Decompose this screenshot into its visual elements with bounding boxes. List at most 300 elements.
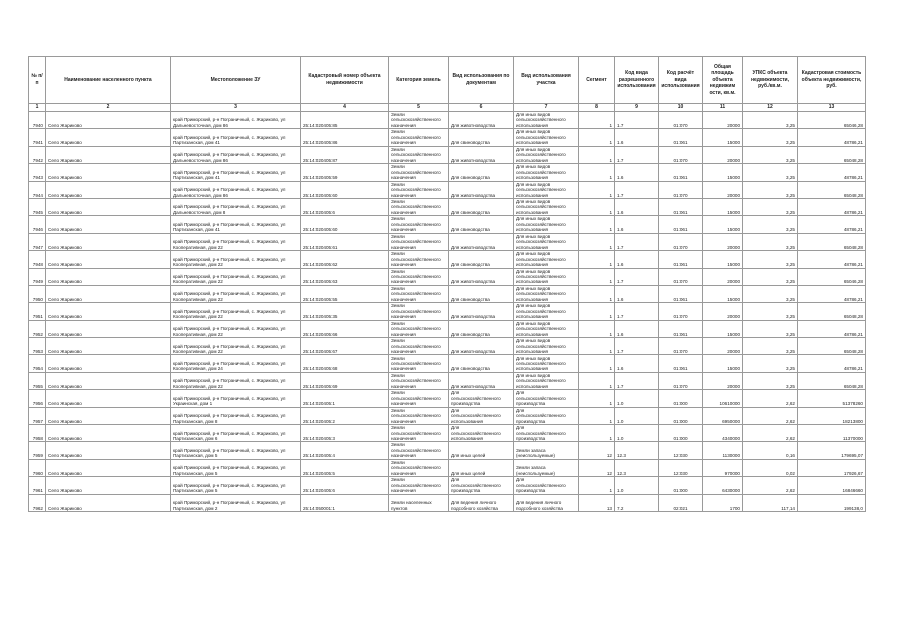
location-cell-line: край Приморский, р-н Пограничный, с. Жариково, ул bbox=[173, 204, 286, 210]
documented-use-cell-line: Для животноводства bbox=[451, 314, 496, 320]
documented-use-cell-line: подсобного хозяйства bbox=[451, 505, 498, 511]
row-number-cell: 7952 bbox=[29, 320, 46, 337]
land-category-cell bbox=[389, 355, 449, 372]
permitted-use-code-cell: 1.6 bbox=[615, 355, 659, 372]
land-category-cell-line: сельскохозяйственного bbox=[391, 413, 441, 419]
cadastral-value-cell: 48786,21 bbox=[798, 320, 866, 337]
segment-cell: 1 bbox=[579, 390, 615, 407]
plot-use-cell-line: Для иных видов bbox=[516, 112, 551, 118]
cadastral-number-cell: 25:14:020405:66 bbox=[301, 320, 389, 337]
column-number: 10 bbox=[659, 104, 703, 112]
plot-use-cell bbox=[514, 146, 579, 163]
table-row bbox=[29, 355, 866, 372]
calculated-use-code-cell: 12:030 bbox=[659, 459, 703, 476]
plot-use-cell bbox=[514, 285, 579, 302]
documented-use-cell bbox=[449, 320, 514, 337]
plot-use-cell-line: Для иных видов bbox=[516, 216, 551, 222]
documented-use-cell-line: сельскохозяйственного bbox=[451, 430, 501, 436]
plot-use-cell-line: использования bbox=[516, 279, 549, 285]
settlement-cell: Село Жариково bbox=[46, 233, 171, 250]
header-cell: Общая площадь объекта недвижим ости, кв.м. bbox=[703, 57, 743, 104]
land-category-cell bbox=[389, 164, 449, 181]
documented-use-cell bbox=[449, 129, 514, 146]
area-cell: 15000 bbox=[703, 216, 743, 233]
documented-use-cell-line: Для bbox=[451, 425, 460, 431]
settlement-cell: Село Жариково bbox=[46, 390, 171, 407]
plot-use-cell-line: Земли запаса bbox=[516, 465, 546, 471]
calculated-use-code-cell: 01:061 bbox=[659, 320, 703, 337]
plot-use-cell-line: сельскохозяйственного bbox=[516, 308, 566, 314]
location-cell-line: Кооперативная, дом 22 bbox=[173, 244, 223, 250]
plot-use-cell-line: (неиспользуемые) bbox=[516, 470, 555, 476]
documented-use-cell bbox=[449, 355, 514, 372]
table-row bbox=[29, 303, 866, 320]
location-cell-line: Дальневосточная, дом 86 bbox=[173, 122, 228, 128]
cadastral-number-cell: 25:14:020405:68 bbox=[301, 355, 389, 372]
header-row bbox=[29, 57, 866, 104]
segment-cell: 13 bbox=[579, 494, 615, 511]
plot-use-cell bbox=[514, 442, 579, 459]
plot-use-cell-line: использования bbox=[516, 209, 549, 215]
segment-cell: 1 bbox=[579, 355, 615, 372]
location-cell-line: Кооперативная, дом 22 bbox=[173, 349, 223, 355]
location-cell bbox=[171, 251, 301, 268]
row-number-cell: 7960 bbox=[29, 459, 46, 476]
plot-use-cell bbox=[514, 112, 579, 129]
settlement-cell: Село Жариково bbox=[46, 459, 171, 476]
specific-value-cell: 3,25 bbox=[743, 355, 798, 372]
area-cell: 4340000 bbox=[703, 425, 743, 442]
location-cell bbox=[171, 129, 301, 146]
cadastral-value-cell: 48786,21 bbox=[798, 355, 866, 372]
location-cell-line: Украинская, дом 1 bbox=[173, 401, 213, 407]
location-cell bbox=[171, 390, 301, 407]
location-cell-line: край Приморский, р-н Пограничный, с. Жариково, ул bbox=[173, 430, 286, 436]
land-category-cell-line: пунктов bbox=[391, 505, 408, 511]
segment-cell: 1 bbox=[579, 407, 615, 424]
land-category-cell-line: назначения bbox=[391, 244, 416, 250]
location-cell-line: Кооперативная, дом 22 bbox=[173, 296, 223, 302]
plot-use-cell-line: Для иных видов bbox=[516, 338, 551, 344]
documented-use-cell-line: Для bbox=[451, 407, 460, 413]
area-cell: 15000 bbox=[703, 198, 743, 215]
land-category-cell-line: назначения bbox=[391, 296, 416, 302]
cadastral-value-cell: 65048,28 bbox=[798, 233, 866, 250]
area-cell: 20000 bbox=[703, 338, 743, 355]
settlement-cell: Село Жариково bbox=[46, 355, 171, 372]
land-category-cell-line: назначения bbox=[391, 262, 416, 268]
location-cell-line: Кооперативная, дом 24 bbox=[173, 366, 223, 372]
specific-value-cell: 3,25 bbox=[743, 216, 798, 233]
documented-use-cell bbox=[449, 216, 514, 233]
plot-use-cell-line: сельскохозяйственного bbox=[516, 326, 566, 332]
specific-value-cell: 2,62 bbox=[743, 425, 798, 442]
location-cell bbox=[171, 459, 301, 476]
cadastral-number-cell: 25:14:020405:62 bbox=[301, 251, 389, 268]
permitted-use-code-cell: 1.6 bbox=[615, 198, 659, 215]
location-cell-line: Партизанская, дом 2 bbox=[173, 505, 218, 511]
permitted-use-code-cell: 1.7 bbox=[615, 268, 659, 285]
plot-use-cell-line: использования bbox=[516, 262, 549, 268]
documented-use-cell-line: сельскохозяйственного bbox=[451, 413, 501, 419]
documented-use-cell bbox=[449, 494, 514, 511]
plot-use-cell-line: сельскохозяйственного bbox=[516, 413, 566, 419]
land-category-cell bbox=[389, 390, 449, 407]
row-number-cell: 7940 bbox=[29, 112, 46, 129]
segment-cell: 12 bbox=[579, 442, 615, 459]
cadastral-value-cell: 11370000 bbox=[798, 425, 866, 442]
location-cell-line: край Приморский, р-н Пограничный, с. Жариково, ул bbox=[173, 169, 286, 175]
location-cell bbox=[171, 425, 301, 442]
column-number: 1 bbox=[29, 104, 46, 112]
land-category-cell-line: сельскохозяйственного bbox=[391, 117, 441, 123]
plot-use-cell-line: сельскохозяйственного bbox=[516, 256, 566, 262]
column-number: 11 bbox=[703, 104, 743, 112]
location-cell bbox=[171, 146, 301, 163]
permitted-use-code-cell: 12.3 bbox=[615, 442, 659, 459]
plot-use-cell bbox=[514, 390, 579, 407]
documented-use-cell bbox=[449, 285, 514, 302]
settlement-cell: Село Жариково bbox=[46, 442, 171, 459]
location-cell-line: край Приморский, р-н Пограничный, с. Жариково, ул bbox=[173, 274, 286, 279]
documented-use-cell-line: Для свиноводства bbox=[451, 140, 490, 146]
cadastral-value-cell: 199138,0 bbox=[798, 494, 866, 511]
land-category-cell-line: назначения bbox=[391, 279, 416, 285]
plot-use-cell bbox=[514, 459, 579, 476]
location-cell-line: край Приморский, р-н Пограничный, с. Жариково, ул bbox=[173, 187, 286, 193]
location-cell-line: Кооперативная, дом 22 bbox=[173, 383, 223, 389]
cadastral-value-cell: 65048,28 bbox=[798, 372, 866, 389]
land-category-cell-line: сельскохозяйственного bbox=[391, 291, 441, 297]
permitted-use-code-cell: 1.0 bbox=[615, 477, 659, 494]
plot-use-cell-line: Для иных видов bbox=[516, 129, 551, 135]
calculated-use-code-cell: 01:070 bbox=[659, 338, 703, 355]
plot-use-cell-line: сельскохозяйственного bbox=[516, 134, 566, 140]
location-cell-line: край Приморский, р-н Пограничный, с. Жариково, ул bbox=[173, 482, 286, 488]
documented-use-cell bbox=[449, 407, 514, 424]
land-category-cell bbox=[389, 112, 449, 129]
plot-use-cell-line: производства bbox=[516, 435, 546, 441]
documented-use-cell-line: Для свиноводства bbox=[451, 227, 490, 233]
land-category-cell-line: Земли bbox=[391, 198, 405, 204]
documented-use-cell-line: Для животноводства bbox=[451, 349, 496, 355]
land-category-cell-line: сельскохозяйственного bbox=[391, 326, 441, 332]
row-number-cell: 7957 bbox=[29, 407, 46, 424]
settlement-cell: Село Жариково bbox=[46, 146, 171, 163]
cadastral-value-cell: 65048,28 bbox=[798, 338, 866, 355]
documented-use-cell-line: Для bbox=[451, 477, 460, 483]
plot-use-cell bbox=[514, 372, 579, 389]
table-row bbox=[29, 338, 866, 355]
row-number-cell: 7950 bbox=[29, 285, 46, 302]
land-category-cell bbox=[389, 338, 449, 355]
permitted-use-code-cell: 7.2 bbox=[615, 494, 659, 511]
plot-use-cell-line: Для bbox=[516, 477, 525, 483]
plot-use-cell-line: Земли запаса bbox=[516, 447, 546, 453]
segment-cell: 1 bbox=[579, 216, 615, 233]
header-cell: Кадастровый номер объекта недвижимости bbox=[301, 57, 389, 104]
segment-cell: 1 bbox=[579, 146, 615, 163]
location-cell bbox=[171, 338, 301, 355]
plot-use-cell-line: использования bbox=[516, 244, 549, 250]
documented-use-cell-line: производства bbox=[451, 401, 481, 407]
plot-use-cell bbox=[514, 303, 579, 320]
area-cell: 15000 bbox=[703, 320, 743, 337]
land-category-cell-line: Земли bbox=[391, 372, 405, 378]
header-cell: Местоположение ЗУ bbox=[171, 57, 301, 104]
land-category-cell bbox=[389, 425, 449, 442]
location-cell bbox=[171, 303, 301, 320]
settlement-cell: Село Жариково bbox=[46, 129, 171, 146]
land-category-cell-line: Земли bbox=[391, 303, 405, 309]
documented-use-cell-line: Для иных целей bbox=[451, 470, 486, 476]
plot-use-cell-line: использования bbox=[516, 349, 549, 355]
cadastral-number-cell: 25:14:020405:5 bbox=[301, 459, 389, 476]
plot-use-cell-line: Для иных видов bbox=[516, 251, 551, 257]
calculated-use-code-cell: 01:070 bbox=[659, 146, 703, 163]
plot-use-cell bbox=[514, 251, 579, 268]
plot-use-cell-line: использования bbox=[516, 227, 549, 233]
plot-use-cell-line: использования bbox=[516, 331, 549, 337]
land-category-cell-line: Земли bbox=[391, 181, 405, 187]
row-number-cell: 7949 bbox=[29, 268, 46, 285]
header-cell: Код расчёт вида использования bbox=[659, 57, 703, 104]
cadastral-number-cell: 25:14:020405:63 bbox=[301, 268, 389, 285]
land-category-cell-line: Земли bbox=[391, 425, 405, 431]
land-category-cell bbox=[389, 233, 449, 250]
land-category-cell bbox=[389, 129, 449, 146]
cadastral-value-cell: 48786,21 bbox=[798, 198, 866, 215]
plot-use-cell-line: Для иных видов bbox=[516, 146, 551, 152]
row-number-cell: 7961 bbox=[29, 477, 46, 494]
cadastral-value-cell: 65048,28 bbox=[798, 181, 866, 198]
plot-use-cell-line: Для bbox=[516, 390, 525, 396]
row-number-cell: 7941 bbox=[29, 129, 46, 146]
location-cell bbox=[171, 407, 301, 424]
documented-use-cell-line: Для свиноводства bbox=[451, 175, 490, 181]
land-category-cell-line: сельскохозяйственного bbox=[391, 395, 441, 401]
land-category-cell-line: Земли bbox=[391, 285, 405, 291]
land-category-cell bbox=[389, 251, 449, 268]
plot-use-cell-line: сельскохозяйственного bbox=[516, 239, 566, 245]
table-row bbox=[29, 181, 866, 198]
cadastral-number-cell: 25:14:020405:69 bbox=[301, 372, 389, 389]
documented-use-cell bbox=[449, 459, 514, 476]
location-cell-line: Дальневосточная, дом 86 bbox=[173, 157, 228, 163]
land-category-cell-line: сельскохозяйственного bbox=[391, 204, 441, 210]
specific-value-cell: 3,25 bbox=[743, 112, 798, 129]
location-cell-line: Партизанская, дом 41 bbox=[173, 140, 220, 146]
location-cell-line: Кооперативная, дом 22 bbox=[173, 262, 223, 268]
location-cell-line: край Приморский, р-н Пограничный, с. Жариково, ул bbox=[173, 152, 286, 158]
cadastral-value-table bbox=[28, 56, 866, 512]
land-category-cell bbox=[389, 216, 449, 233]
specific-value-cell: 3,25 bbox=[743, 303, 798, 320]
plot-use-cell bbox=[514, 494, 579, 511]
settlement-cell: Село Жариково bbox=[46, 181, 171, 198]
specific-value-cell: 117,14 bbox=[743, 494, 798, 511]
segment-cell: 1 bbox=[579, 198, 615, 215]
row-number-cell: 7947 bbox=[29, 233, 46, 250]
cadastral-value-cell: 17926,67 bbox=[798, 459, 866, 476]
settlement-cell: Село Жариково bbox=[46, 216, 171, 233]
cadastral-number-cell: 25:14:020405:2 bbox=[301, 407, 389, 424]
plot-use-cell-line: использования bbox=[516, 175, 549, 181]
land-category-cell-line: Земли bbox=[391, 477, 405, 483]
land-category-cell-line: Земли bbox=[391, 442, 405, 448]
land-category-cell-line: назначения bbox=[391, 366, 416, 372]
plot-use-cell bbox=[514, 477, 579, 494]
documented-use-cell bbox=[449, 251, 514, 268]
land-category-cell-line: Земли bbox=[391, 355, 405, 361]
table-row bbox=[29, 268, 866, 285]
documented-use-cell-line: Для животноводства bbox=[451, 157, 496, 163]
cadastral-number-cell: 25:14:020405:67 bbox=[301, 338, 389, 355]
land-category-cell-line: назначения bbox=[391, 349, 416, 355]
column-number: 3 bbox=[171, 104, 301, 112]
cadastral-value-cell: 51378260 bbox=[798, 390, 866, 407]
settlement-cell: Село Жариково bbox=[46, 112, 171, 129]
specific-value-cell: 3,25 bbox=[743, 320, 798, 337]
header-cell: Код вида разрешенного использования bbox=[615, 57, 659, 104]
plot-use-cell-line: Для иных видов bbox=[516, 372, 551, 378]
location-cell bbox=[171, 216, 301, 233]
land-category-cell-line: назначения bbox=[391, 401, 416, 407]
specific-value-cell: 0,16 bbox=[743, 442, 798, 459]
plot-use-cell-line: подсобного хозяйства bbox=[516, 505, 563, 511]
plot-use-cell-line: использования bbox=[516, 383, 549, 389]
plot-use-cell-line: Для ведения личного bbox=[516, 500, 562, 506]
location-cell bbox=[171, 112, 301, 129]
calculated-use-code-cell: 01:061 bbox=[659, 129, 703, 146]
land-category-cell-line: сельскохозяйственного bbox=[391, 152, 441, 158]
header-cell: Вид использования по документам bbox=[449, 57, 514, 104]
plot-use-cell-line: производства bbox=[516, 401, 546, 407]
row-number-cell: 7948 bbox=[29, 251, 46, 268]
documented-use-cell bbox=[449, 425, 514, 442]
cadastral-value-cell: 48786,21 bbox=[798, 164, 866, 181]
specific-value-cell: 2,62 bbox=[743, 477, 798, 494]
permitted-use-code-cell: 1.6 bbox=[615, 251, 659, 268]
documented-use-cell-line: Для bbox=[451, 390, 460, 396]
specific-value-cell: 3,25 bbox=[743, 146, 798, 163]
location-cell-line: край Приморский, р-н Пограничный, с. Жариково, ул bbox=[173, 291, 286, 297]
land-category-cell-line: назначения bbox=[391, 435, 416, 441]
table-row bbox=[29, 251, 866, 268]
location-cell-line: Дальневосточная, дом 86 bbox=[173, 192, 228, 198]
land-category-cell-line: назначения bbox=[391, 192, 416, 198]
calculated-use-code-cell: 01:070 bbox=[659, 303, 703, 320]
plot-use-cell bbox=[514, 216, 579, 233]
land-category-cell-line: назначения bbox=[391, 453, 416, 459]
segment-cell: 1 bbox=[579, 181, 615, 198]
cadastral-number-cell: 25:14:020405:35 bbox=[301, 303, 389, 320]
location-cell-line: Партизанская, дом 5 bbox=[173, 453, 218, 459]
row-number-cell: 7945 bbox=[29, 198, 46, 215]
documented-use-cell-line: Для свиноводства bbox=[451, 262, 490, 268]
column-number-row bbox=[29, 104, 866, 112]
area-cell: 6950000 bbox=[703, 407, 743, 424]
land-category-cell-line: сельскохозяйственного bbox=[391, 447, 441, 453]
row-number-cell: 7943 bbox=[29, 164, 46, 181]
land-category-cell bbox=[389, 268, 449, 285]
table-row bbox=[29, 390, 866, 407]
plot-use-cell-line: сельскохозяйственного bbox=[516, 274, 566, 279]
documented-use-cell-line: Для иных целей bbox=[451, 453, 486, 459]
row-number-cell: 7953 bbox=[29, 338, 46, 355]
location-cell-line: Партизанская, дом 6 bbox=[173, 435, 218, 441]
land-category-cell-line: сельскохозяйственного bbox=[391, 378, 441, 384]
plot-use-cell bbox=[514, 320, 579, 337]
area-cell: 20000 bbox=[703, 181, 743, 198]
header-cell: Наименование населенного пункта bbox=[46, 57, 171, 104]
documented-use-cell-line: Для свиноводства bbox=[451, 331, 490, 337]
location-cell-line: край Приморский, р-н Пограничный, с. Жариково, ул bbox=[173, 134, 286, 140]
column-number: 7 bbox=[514, 104, 579, 112]
documented-use-cell bbox=[449, 146, 514, 163]
land-category-cell-line: назначения bbox=[391, 227, 416, 233]
location-cell bbox=[171, 494, 301, 511]
area-cell: 15000 bbox=[703, 251, 743, 268]
plot-use-cell-line: производства bbox=[516, 488, 546, 494]
permitted-use-code-cell: 1.7 bbox=[615, 181, 659, 198]
cadastral-number-cell: 25:14:020405:86 bbox=[301, 129, 389, 146]
header-cell: Вид использования участка bbox=[514, 57, 579, 104]
land-category-cell bbox=[389, 442, 449, 459]
location-cell-line: край Приморский, р-н Пограничный, с. Жариково, ул bbox=[173, 465, 286, 471]
plot-use-cell-line: сельскохозяйственного bbox=[516, 291, 566, 297]
location-cell-line: край Приморский, р-н Пограничный, с. Жариково, ул bbox=[173, 256, 286, 262]
land-category-cell-line: сельскохозяйственного bbox=[391, 465, 441, 471]
segment-cell: 1 bbox=[579, 338, 615, 355]
cadastral-number-cell: 25:14:020405:85 bbox=[301, 112, 389, 129]
plot-use-cell bbox=[514, 338, 579, 355]
table-row bbox=[29, 320, 866, 337]
documented-use-cell bbox=[449, 233, 514, 250]
table-row bbox=[29, 233, 866, 250]
row-number-cell: 7962 bbox=[29, 494, 46, 511]
cadastral-value-cell: 48786,21 bbox=[798, 129, 866, 146]
location-cell-line: Партизанская, дом 8 bbox=[173, 418, 218, 424]
cadastral-value-cell: 48786,21 bbox=[798, 216, 866, 233]
plot-use-cell bbox=[514, 355, 579, 372]
location-cell-line: Кооперативная, дом 22 bbox=[173, 331, 223, 337]
settlement-cell: Село Жариково bbox=[46, 477, 171, 494]
location-cell-line: край Приморский, р-н Пограничный, с. Жариково, ул bbox=[173, 360, 286, 366]
documented-use-cell-line: Для ведения личного bbox=[451, 500, 497, 506]
calculated-use-code-cell: 02:021 bbox=[659, 494, 703, 511]
plot-use-cell-line: Для иных видов bbox=[516, 285, 551, 291]
documented-use-cell bbox=[449, 112, 514, 129]
permitted-use-code-cell: 1.0 bbox=[615, 425, 659, 442]
land-category-cell bbox=[389, 372, 449, 389]
settlement-cell: Село Жариково bbox=[46, 303, 171, 320]
segment-cell: 1 bbox=[579, 285, 615, 302]
plot-use-cell bbox=[514, 181, 579, 198]
header-cell: Кадастровая стоимость объекта недвижимости, руб. bbox=[798, 57, 866, 104]
calculated-use-code-cell: 01:070 bbox=[659, 268, 703, 285]
land-category-cell bbox=[389, 459, 449, 476]
specific-value-cell: 3,25 bbox=[743, 129, 798, 146]
settlement-cell: Село Жариково bbox=[46, 320, 171, 337]
location-cell bbox=[171, 320, 301, 337]
calculated-use-code-cell: 01:070 bbox=[659, 372, 703, 389]
cadastral-number-cell: 25:14:020405:60 bbox=[301, 181, 389, 198]
plot-use-cell-line: использования bbox=[516, 366, 549, 372]
documented-use-cell bbox=[449, 164, 514, 181]
cadastral-number-cell: 25:14:020405:60 bbox=[301, 216, 389, 233]
land-category-cell bbox=[389, 320, 449, 337]
